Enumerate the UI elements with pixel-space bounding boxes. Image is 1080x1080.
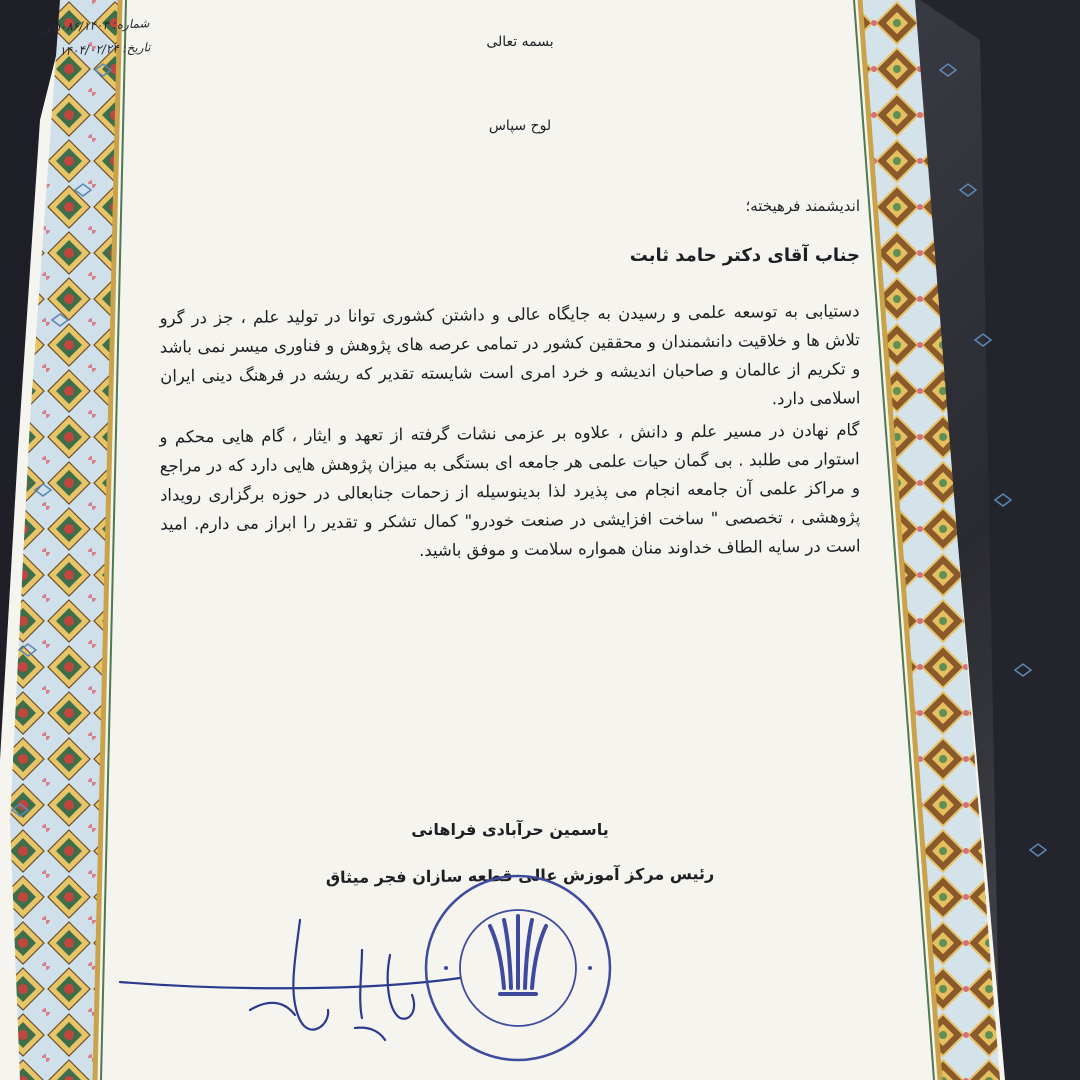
letter-title: لوح سپاس — [488, 118, 552, 134]
signer-name: یاسمین حرآبادی فراهانی — [411, 820, 609, 839]
greeting: اندیشمند فرهیخته؛ — [745, 197, 860, 215]
body-paragraph-1: دستیابی به توسعه علمی و رسیدن به جایگاه عالی و داشتن کشوری توانا در تولید علم ، جز در گرو تلاش ها و خلاقیت دانشمندان و محققین کشور در تمامی عرصه های پژوهش و فناوری میسر نمی باشد و تکریم از عالمان و صاحبان اندیشه و خرد امری است شایسته تقدیر که ریشه در فرهنگ دینی ایران اسلامی دارد. — [159, 301, 861, 409]
signer-title: رئیس مرکز آموزش عالی قطعه سازان فجر میثاق — [325, 863, 715, 888]
letter-number: شماره: ۵۰۸۶/۱۴۰۴/ر — [43, 16, 150, 35]
body-paragraph-2: گام نهادن در مسیر علم و دانش ، علاوه بر عزمی نشات گرفته از تعهد و ایثار ، گام هایی محکم و استوار می طلبد . بی گمان حیات علمی هر جامعه ای بستگی به میزان پژوهش هایی دارد که در مراجع و مراکز علمی آن جامعه انجام می پذیرد لذا بدینوسیله از زحمات جنابعالی در حوزه برگزاری رویداد پژوهشی ، تخصصی " ساخت افزایشی در صنعت خودرو" کمال تشکر و تقدیر را ابراز می دارم. امید است در سایه الطاف خداوند منان همواره سلامت و موفق باشید. — [159, 420, 861, 560]
recipient-name: جناب آقای دکتر حامد ثابت — [629, 245, 860, 266]
letter-meta — [19, 11, 151, 65]
letter-date: تاریخ: ۱۴۰۴/۰۲/۲۴ — [58, 40, 151, 59]
letter-body — [160, 300, 860, 567]
invocation: بسمه تعالی — [486, 34, 554, 50]
official-stamp — [418, 868, 618, 1068]
